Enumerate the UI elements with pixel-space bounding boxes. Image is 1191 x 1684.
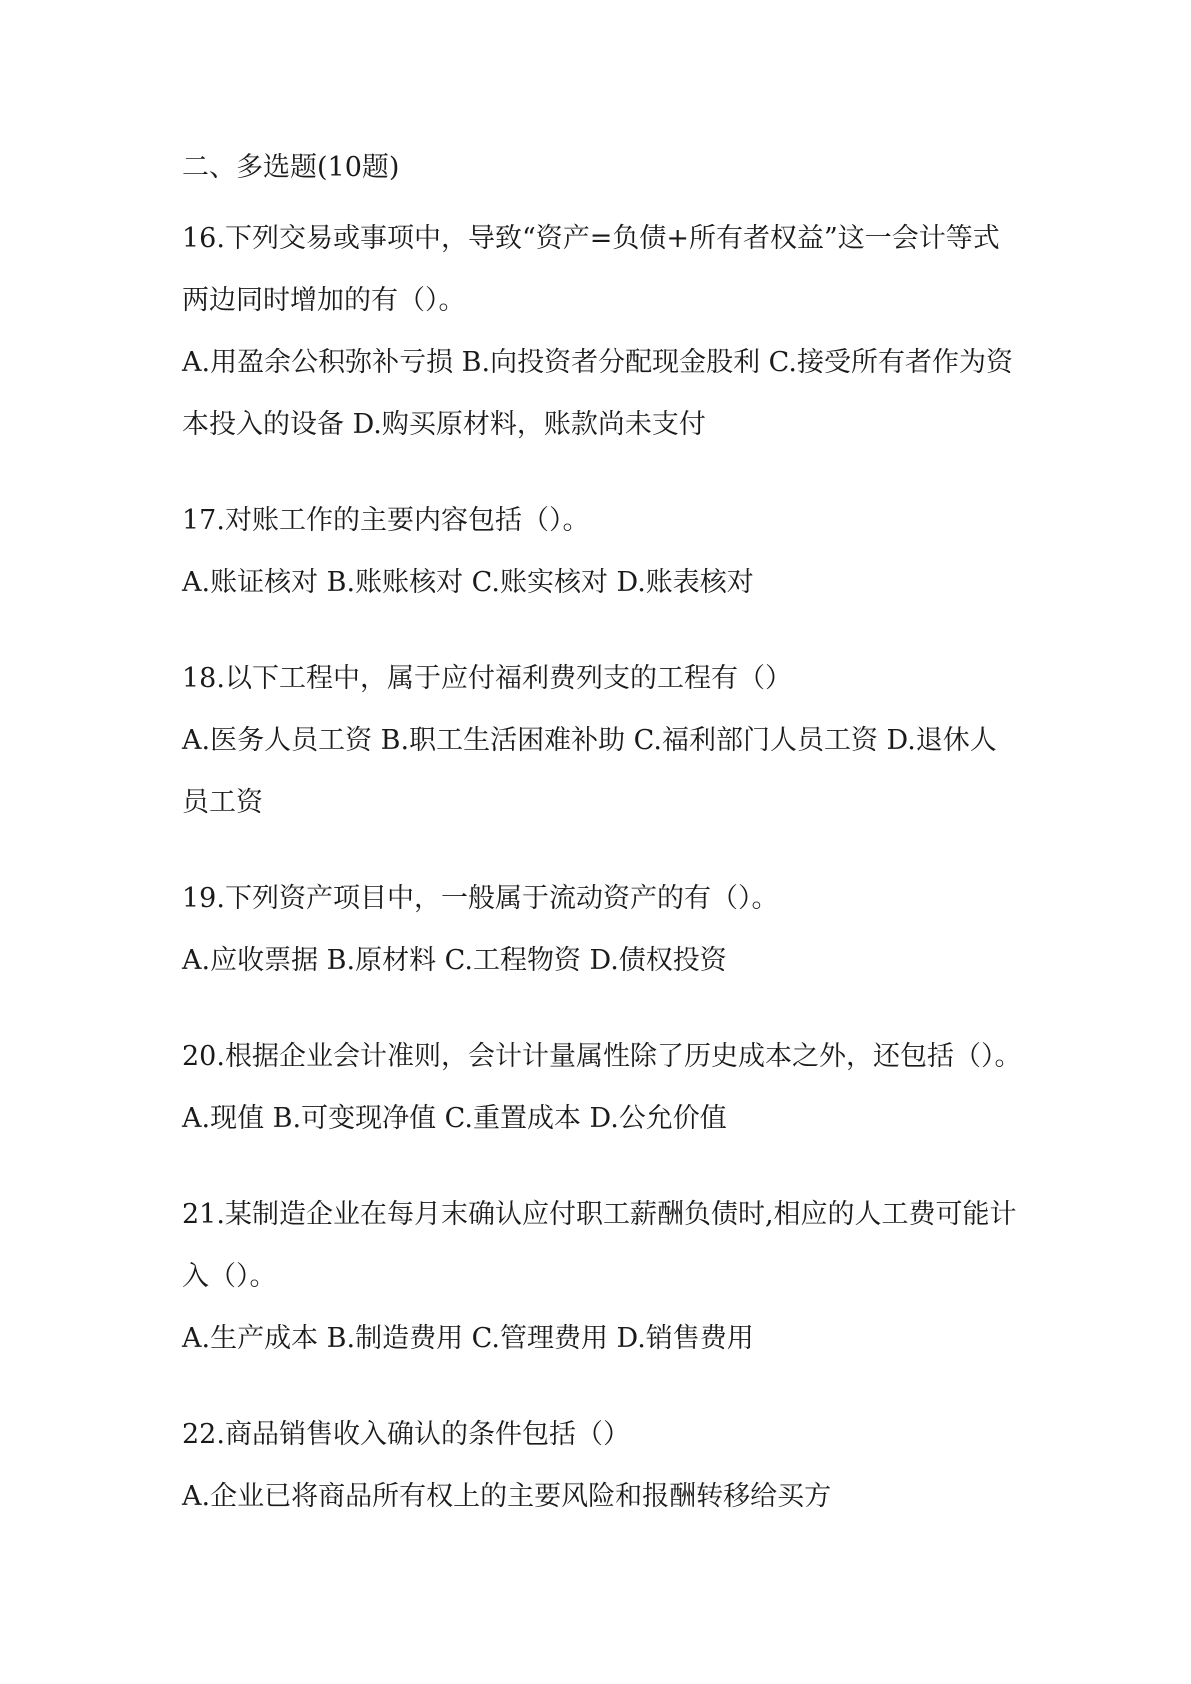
document-page	[182, 148, 1022, 1562]
question-22	[182, 1404, 1022, 1528]
question-options: A.账证核对 B.账账核对 C.账实核对 D.账表核对	[182, 567, 754, 598]
question-options: A.生产成本 B.制造费用 C.管理费用 D.销售费用	[182, 1323, 754, 1354]
question-stem: 22.商品销售收入确认的条件包括（）	[182, 1419, 630, 1450]
question-stem: 19.下列资产项目中，一般属于流动资产的有（）。	[182, 883, 779, 914]
question-stem: 18.以下工程中，属于应付福利费列支的工程有（）	[182, 663, 792, 694]
question-stem: 21.某制造企业在每月末确认应付职工薪酬负债时,相应的人工费可能计入（）。	[182, 1199, 1017, 1292]
question-19	[182, 868, 1022, 992]
question-stem: 17.对账工作的主要内容包括（）。	[182, 505, 590, 536]
question-20	[182, 1026, 1022, 1150]
question-options: A.现值 B.可变现净值 C.重置成本 D.公允价值	[182, 1103, 727, 1134]
question-17	[182, 490, 1022, 614]
question-stem: 16.下列交易或事项中，导致“资产=负债+所有者权益”这一会计等式两边同时增加的有（）。	[182, 223, 1000, 316]
question-options: A.用盈余公积弥补亏损 B.向投资者分配现金股利 C.接受所有者作为资本投入的设备 D.购买原材料，账款尚未支付	[182, 347, 1013, 440]
question-options: A.应收票据 B.原材料 C.工程物资 D.债权投资	[182, 945, 727, 976]
question-18	[182, 648, 1022, 834]
question-stem: 20.根据企业会计准则，会计计量属性除了历史成本之外，还包括（）。	[182, 1041, 1022, 1072]
question-options: A.医务人员工资 B.职工生活困难补助 C.福利部门人员工资 D.退休人员工资	[182, 725, 997, 818]
section-heading: 二、多选题(10题)	[182, 152, 400, 183]
question-21	[182, 1184, 1022, 1370]
question-16	[182, 208, 1022, 456]
question-options: A.企业已将商品所有权上的主要风险和报酬转移给买方	[182, 1481, 832, 1512]
